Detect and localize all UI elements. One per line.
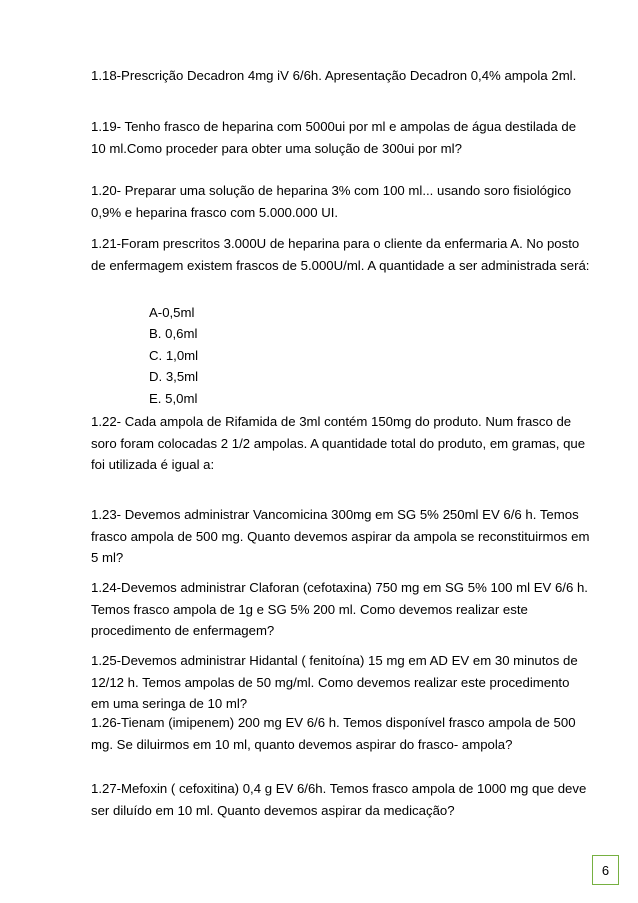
question-1-18: 1.18-Prescrição Decadron 4mg iV 6/6h. Apresentação Decadron 0,4% ampola 2ml. [91,68,577,83]
page-number-box [592,855,619,885]
option-b: B. 0,6ml [149,326,198,341]
question-1-27: 1.27-Mefoxin ( cefoxitina) 0,4 g EV 6/6h. Temos frasco ampola de 1000 mg que deve ser diluído em 10 ml. Quanto devemos aspirar da medicação? [91,781,587,818]
option-a: A-0,5ml [149,305,195,320]
option-d: D. 3,5ml [149,369,199,384]
question-1-24: 1.24-Devemos administrar Claforan (cefotaxina) 750 mg em SG 5% 100 ml EV 6/6 h. Temos frasco ampola de 1g e SG 5% 200 ml. Como devemos realizar este procedimento de enfermagem? [91,580,588,638]
question-1-23: 1.23- Devemos administrar Vancomicina 300mg em SG 5% 250ml EV 6/6 h. Temos frasco ampola de 500 mg. Quanto devemos aspirar da ampola se reconstituirmos em 5 ml? [91,507,590,565]
question-1-22: 1.22- Cada ampola de Rifamida de 3ml contém 150mg do produto. Num frasco de soro foram colocadas 2 1/2 ampolas. A quantidade total do produto, em gramas, que foi utilizada é igual a: [91,414,586,472]
option-e: E. 5,0ml [149,391,198,406]
question-1-25: 1.25-Devemos administrar Hidantal ( fenitoína) 15 mg em AD EV em 30 minutos de 12/12 h. Temos ampolas de 50 mg/ml. Como devemos realizar este procedimento em uma seringa de 10 ml? [91,653,578,711]
option-c: C. 1,0ml [149,348,199,363]
page-number: 6 [601,862,610,878]
question-1-21: 1.21-Foram prescritos 3.000U de heparina para o cliente da enfermaria A. No posto de enfermagem existem frascos de 5.000U/ml. A quantidade a ser administrada será: [91,236,590,273]
question-1-26: 1.26-Tienam (imipenem) 200 mg EV 6/6 h. Temos disponível frasco ampola de 500 mg. Se diluirmos em 10 ml, quanto devemos aspirar do frasco- ampola? [91,715,576,752]
question-1-20: 1.20- Preparar uma solução de heparina 3% com 100 ml... usando soro fisiológico 0,9% e heparina frasco com 5.000.000 UI. [91,183,572,220]
question-1-19: 1.19- Tenho frasco de heparina com 5000ui por ml e ampolas de água destilada de 10 ml.Como proceder para obter uma solução de 300ui por ml? [91,119,577,156]
